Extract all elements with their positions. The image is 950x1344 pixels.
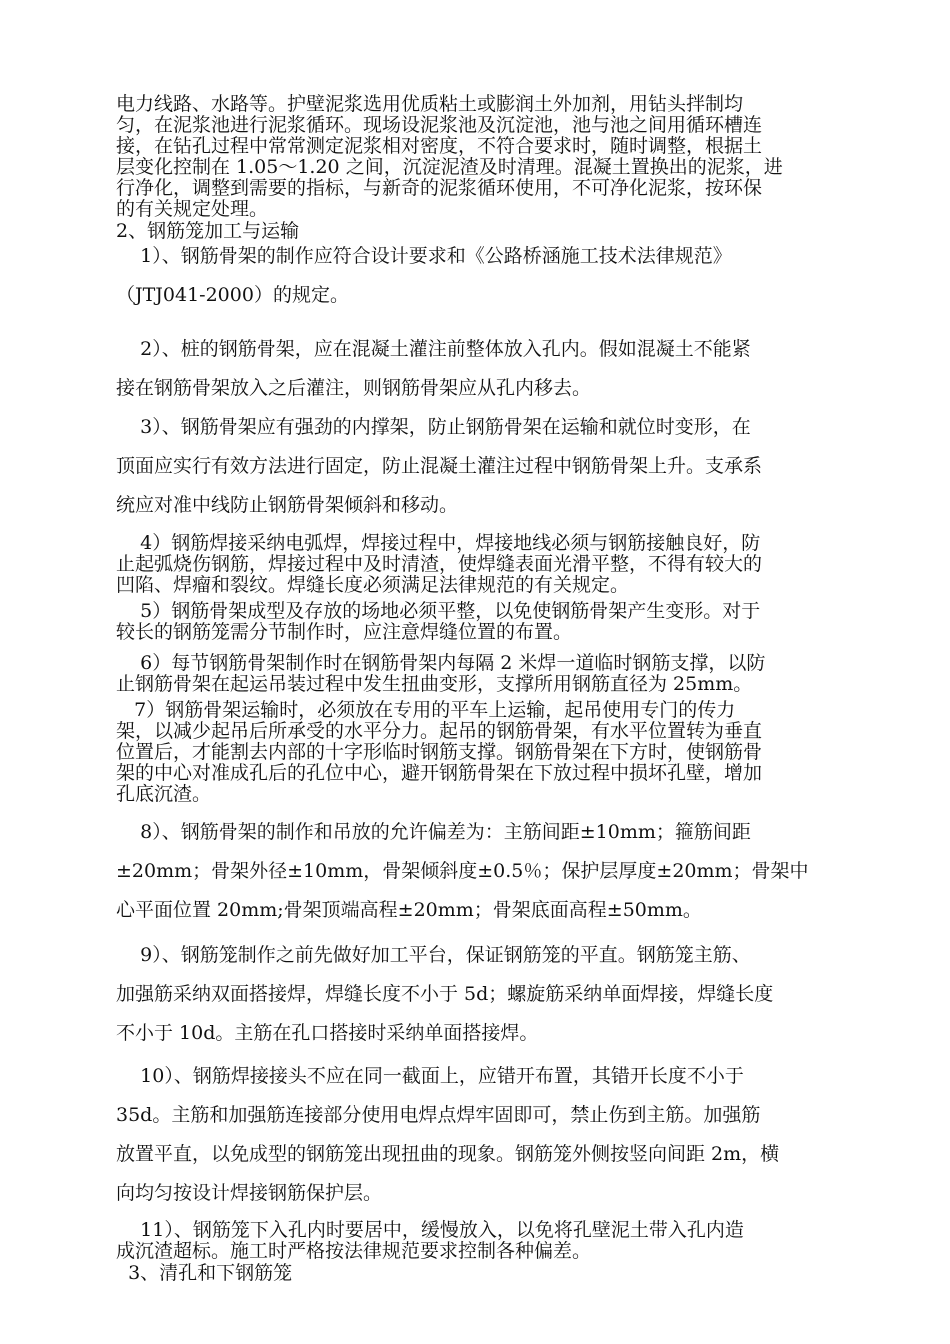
text-line: 架的中心对准成孔后的孔位中心，避开钢筋骨架在下放过程中损坏孔壁，增加 bbox=[116, 762, 763, 784]
text-line: 位置后，才能割去内部的十字形临时钢筋支撑。钢筋骨架在下方时，使钢筋骨 bbox=[116, 741, 763, 763]
text-line: 加强筋采纳双面搭接焊，焊缝长度不小于 5d；螺旋筋采纳单面焊接，焊缝长度 bbox=[116, 983, 774, 1005]
text-line: 止钢筋骨架在起运吊装过程中发生扭曲变形，支撑所用钢筋直径为 25mm。 bbox=[116, 673, 753, 695]
text-line: 不小于 10d。主筋在孔口搭接时采纳单面搭接焊。 bbox=[116, 1022, 539, 1044]
text-line: 35d。主筋和加强筋连接部分使用电焊点焊牢固即可，禁止伤到主筋。加强筋 bbox=[116, 1104, 761, 1126]
text-line: 架，以减少起吊后所承受的水平分力。起吊的钢筋骨架，有水平位置转为垂直 bbox=[116, 720, 763, 742]
text-line: 成沉渣超标。施工时严格按法律规范要求控制各种偏差。 bbox=[116, 1240, 592, 1262]
text-line: 电力线路、水路等。护壁泥浆选用优质粘土或膨润土外加剂，用钻头拌制均 bbox=[116, 93, 744, 115]
text-line: 3）、钢筋骨架应有强劲的内撑架，防止钢筋骨架在运输和就位时变形，在 bbox=[116, 416, 751, 438]
text-line: 较长的钢筋笼需分节制作时，应注意焊缝位置的布置。 bbox=[116, 621, 573, 643]
text-line: 放置平直，以免成型的钢筋笼出现扭曲的现象。钢筋笼外侧按竖向间距 2m，横 bbox=[116, 1143, 780, 1165]
text-line: 11）、钢筋笼下入孔内时要居中，缓慢放入，以免将孔壁泥土带入孔内造 bbox=[116, 1219, 744, 1241]
text-line: 5）钢筋骨架成型及存放的场地必须平整，以免使钢筋骨架产生变形。对于 bbox=[116, 600, 761, 622]
text-line: 2）、桩的钢筋骨架，应在混凝土灌注前整体放入孔内。假如混凝土不能紧 bbox=[116, 338, 751, 360]
text-line: 向均匀按设计焊接钢筋保护层。 bbox=[116, 1182, 383, 1204]
text-line: 4）钢筋焊接采纳电弧焊，焊接过程中，焊接地线必须与钢筋接触良好，防 bbox=[116, 532, 761, 554]
text-line: 7）钢筋骨架运输时，必须放在专用的平车上运输，起吊使用专门的传力 bbox=[116, 699, 736, 721]
text-line: 6）每节钢筋骨架制作时在钢筋骨架内每隔 2 米焊一道临时钢筋支撑，以防 bbox=[116, 652, 766, 674]
text-line: ±20mm；骨架外径±10mm，骨架倾斜度±0.5％；保护层厚度±20mm；骨架中 bbox=[116, 860, 809, 882]
text-line: 行净化，调整到需要的指标，与新奇的泥浆循环使用，不可净化泥浆，按环保 bbox=[116, 177, 763, 199]
text-line: 8）、钢筋骨架的制作和吊放的允许偏差为：主筋间距±10mm；箍筋间距 bbox=[116, 821, 751, 843]
text-line: 接，在钻孔过程中常常测定泥浆相对密度，不符合要求时，随时调整，根据土 bbox=[116, 135, 763, 157]
section-heading: 3、清孔和下钢筋笼 bbox=[116, 1262, 293, 1284]
text-line: 的有关规定处理。 bbox=[116, 198, 269, 220]
text-line: 统应对准中线防止钢筋骨架倾斜和移动。 bbox=[116, 494, 459, 516]
text-line: 接在钢筋骨架放入之后灌注，则钢筋骨架应从孔内移去。 bbox=[116, 377, 592, 399]
text-line: 9）、钢筋笼制作之前先做好加工平台，保证钢筋笼的平直。钢筋笼主筋、 bbox=[116, 944, 751, 966]
section-heading: 2、钢筋笼加工与运输 bbox=[116, 220, 300, 242]
text-line: 止起弧烧伤钢筋，焊接过程中及时清渣，使焊缝表面光滑平整，不得有较大的 bbox=[116, 553, 763, 575]
text-line: 匀，在泥浆池进行泥浆循环。现场设泥浆池及沉淀池，池与池之间用循环槽连 bbox=[116, 114, 763, 136]
text-line: 孔底沉渣。 bbox=[116, 783, 212, 805]
text-line: （JTJ041-2000）的规定。 bbox=[116, 284, 349, 306]
text-line: 10）、钢筋焊接接头不应在同一截面上，应错开布置，其错开长度不小于 bbox=[116, 1065, 744, 1087]
text-line: 凹陷、焊瘤和裂纹。焊缝长度必须满足法律规范的有关规定。 bbox=[116, 574, 630, 596]
text-line: 心平面位置 20mm;骨架顶端高程±20mm；骨架底面高程±50mm。 bbox=[116, 899, 702, 921]
text-line: 1）、钢筋骨架的制作应符合设计要求和《公路桥涵施工技术法律规范》 bbox=[116, 245, 732, 267]
text-line: 层变化控制在 1.05～1.20 之间，沉淀泥渣及时清理。混凝土置换出的泥浆，进 bbox=[116, 156, 783, 178]
text-line: 顶面应实行有效方法进行固定，防止混凝土灌注过程中钢筋骨架上升。支承系 bbox=[116, 455, 763, 477]
